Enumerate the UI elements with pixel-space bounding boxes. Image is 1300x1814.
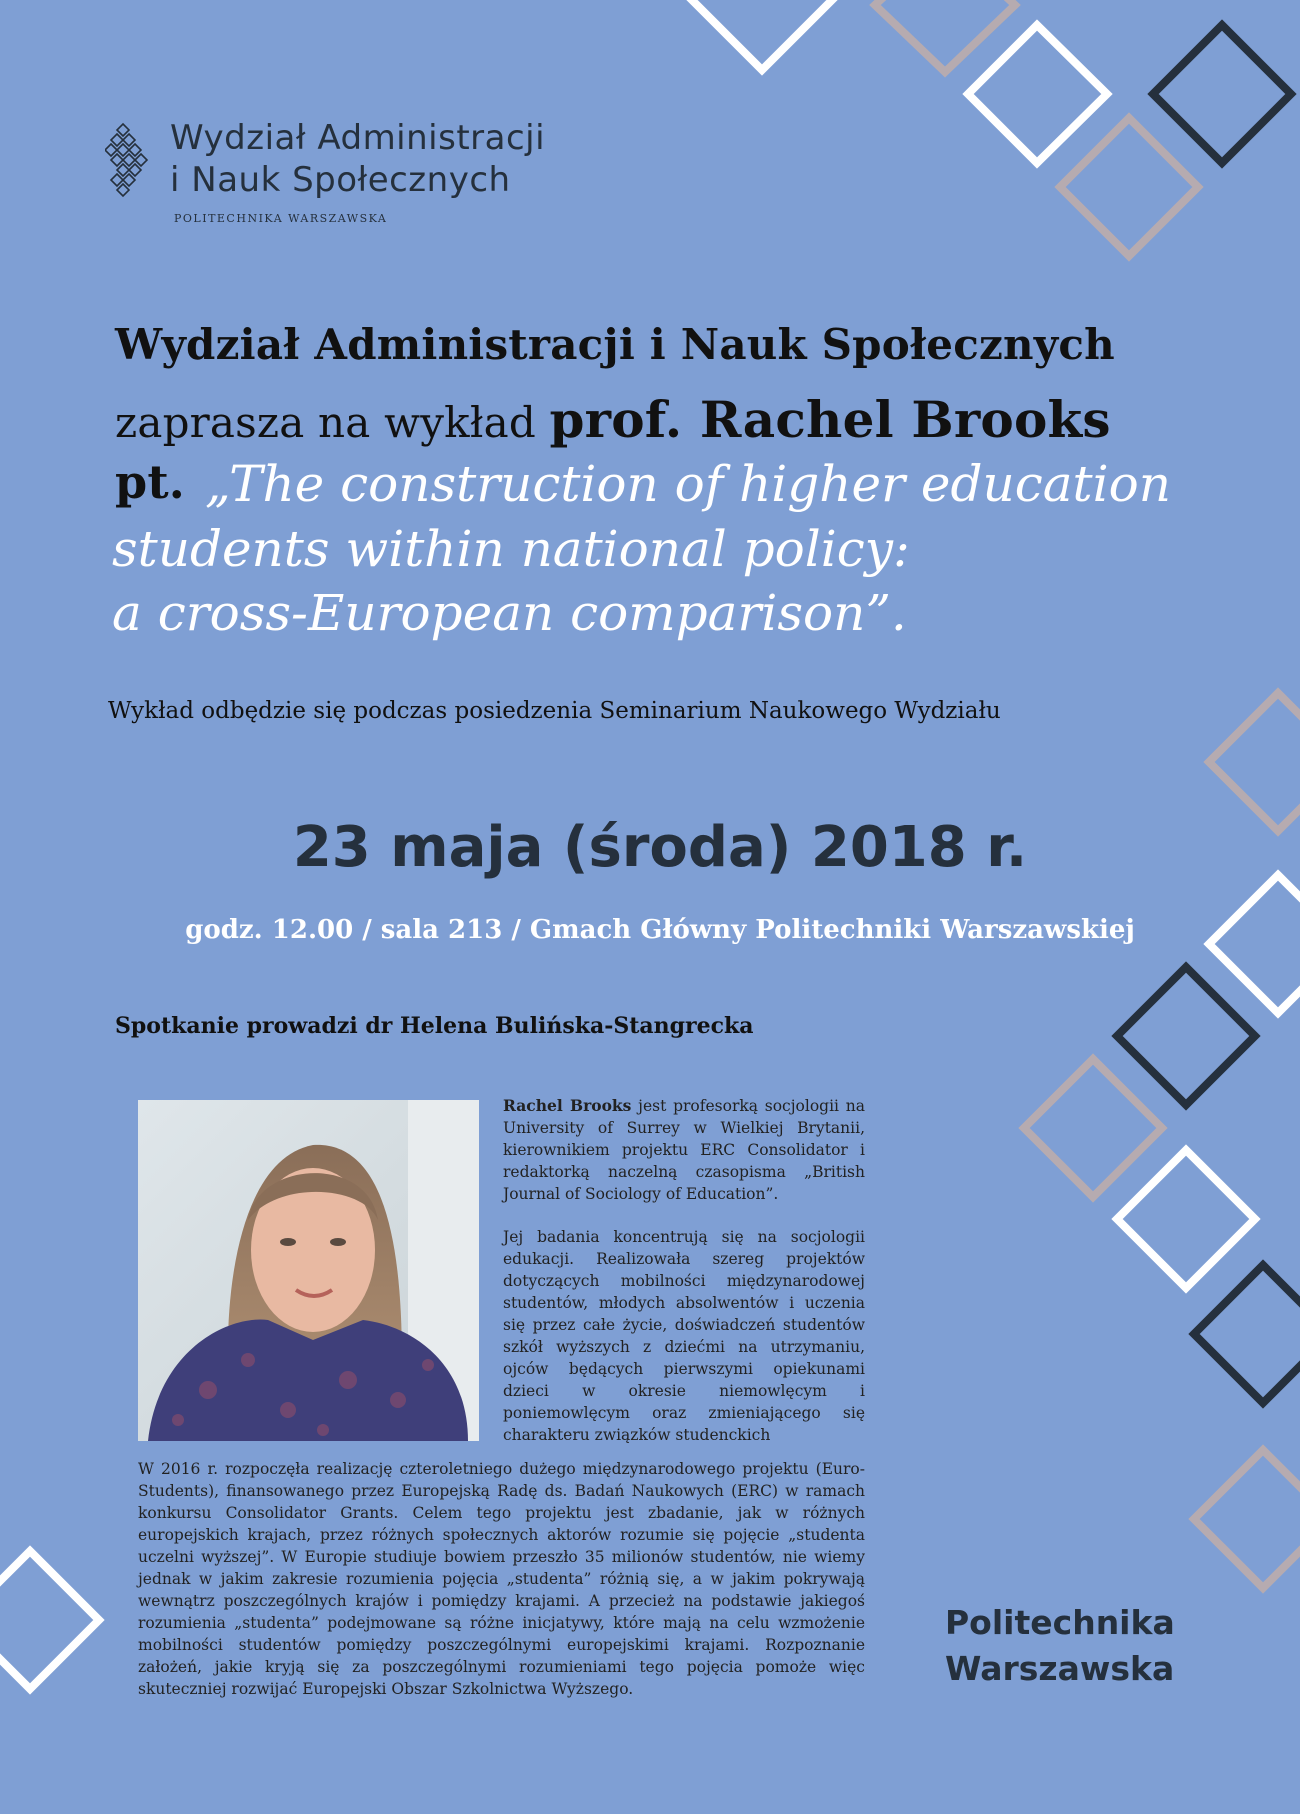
diamond-outline <box>692 0 832 70</box>
faculty-logo-line2: i Nauk Społecznych <box>170 160 511 200</box>
event-date: 23 maja (środa) 2018 r. <box>292 815 1028 880</box>
diamond-outline <box>1194 1450 1300 1588</box>
politechnika-logo-line1: Politechnika <box>945 1603 1175 1642</box>
diamond-outline <box>1194 1265 1300 1403</box>
faculty-logo-icon <box>105 122 151 204</box>
diamond-outline <box>1209 693 1300 831</box>
lecturer-name: prof. Rachel Brooks <box>549 390 1111 449</box>
seminar-note: Wykład odbędzie się podczas posiedzenia Seminarium Naukowego Wydziału <box>108 698 1001 724</box>
bio-name: Rachel Brooks <box>503 1096 632 1115</box>
politechnika-logo <box>945 1600 1175 1692</box>
faculty-logo-line1: Wydział Administracji <box>170 118 546 158</box>
lecturer-photo <box>138 1100 479 1441</box>
bio-paragraph-3: W 2016 r. rozpoczęła realizację czteroletniego dużego międzynarodowego projektu (Euro-Students), finansowanego przez Europejską Radę ds. Badań Naukowych (ERC) w ramach konkursu Consolidator Grants. Celem tego projektu jest zbadanie, jak w różnych europejskich krajach, przez różnych społecznych aktorów rozumie się pojęcie „studenta uczelni wyższej”. W Europie studiuje bowiem przeszło 35 milionów studentów, nie wiemy jednak w jakim zakresie rozumienia pojęcia „studenta” różnią się, a w jakim pokrywają wewnątrz poszczególnych krajów i pomiędzy krajami. A przecież na podstawie jakiegoś rozumienia „studenta” podejmowane są różne inicjatywy, które mają na celu wzmożenie mobilności studentów pomiędzy poszczególnymi europejskimi krajami. Rozpoznanie założeń, jakie kryją się za poszczególnymi rozumieniami tego pojęcia pomoże więc skuteczniej rozwijać Europejski Obszar Szkolnictwa Wyższego. <box>138 1460 865 1698</box>
diamond-outline <box>1060 118 1198 256</box>
diamond-outline <box>968 25 1107 163</box>
heading-faculty: Wydział Administracji i Nauk Społecznych <box>115 320 1115 369</box>
bio-paragraph-1 <box>503 1095 865 1205</box>
event-host: Spotkanie prowadzi dr Helena Bulińska-Stangrecka <box>115 1013 754 1039</box>
bio-paragraph-1-text: jest profesorką socjologii na University of Surrey w Wielkiej Brytanii, kierownikiem projektu ERC Consolidator i redaktorką naczelną czasopisma „British Journal of Sociology of Education”. <box>503 1097 865 1203</box>
diamond-outline <box>1024 1059 1162 1197</box>
faculty-logo-subtitle: POLITECHNIKA WARSZAWSKA <box>174 212 388 225</box>
diamond-outline <box>875 0 1015 72</box>
diamond-outline <box>1117 967 1255 1105</box>
lecture-title-line3: a cross-European comparison”. <box>112 584 907 642</box>
politechnika-logo-line2: Warszawska <box>945 1649 1175 1688</box>
bio-paragraph-2: Jej badania koncentrują się na socjologii edukacji. Realizowała szereg projektów dotyczących mobilności międzynarodowej studentów, młodych absolwentów i uczenia się przez całe życie, doświadczeń studentów szkół wyższych z dziećmi na utrzymaniu, ojców będących pierwszymi opiekunami dzieci w okresie niemowlęcym i poniemowlęcym oraz zmieniającego się charakteru związków studenckich <box>503 1228 865 1444</box>
heading-pt <box>115 455 185 509</box>
lecture-title-line2: students within national policy: <box>112 520 910 578</box>
event-place: godz. 12.00 / sala 213 / Gmach Główny Politechniki Warszawskiej <box>185 915 1135 945</box>
lecture-title-line1: „The construction of higher education <box>205 455 1171 513</box>
heading-invitation <box>115 390 1111 449</box>
diamond-outline <box>1117 1150 1255 1288</box>
invitation-prefix: zaprasza na wykład <box>115 398 550 447</box>
diamond-outline <box>1153 25 1291 163</box>
diamond-outline <box>0 1551 99 1689</box>
pt-label: pt. <box>115 455 186 509</box>
